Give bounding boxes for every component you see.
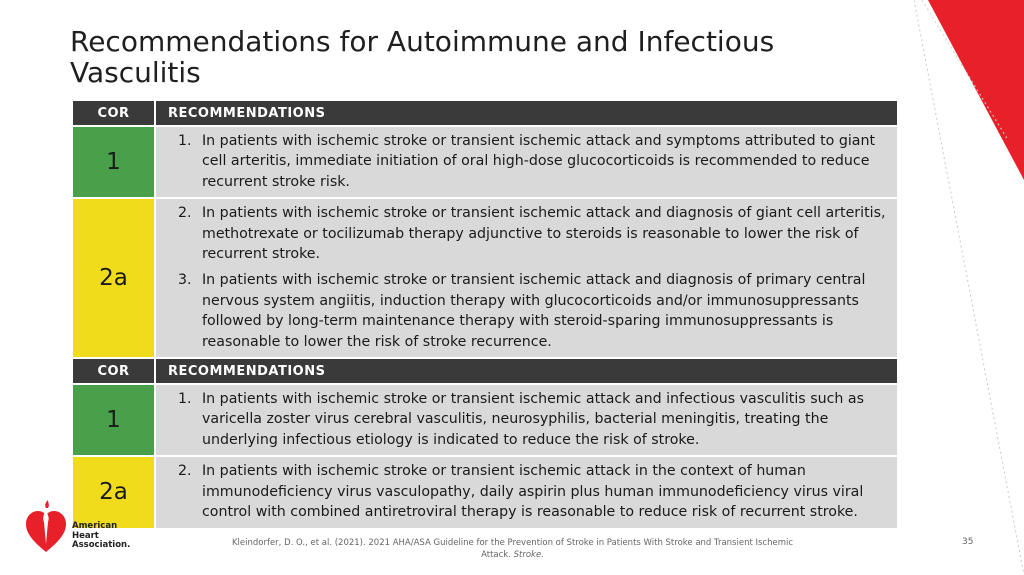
- page-title: Recommendations for Autoimmune and Infectious Vasculitis: [70, 25, 775, 89]
- cor-header: COR: [72, 100, 155, 126]
- item-text: In patients with ischemic stroke or transient ischemic attack in the context of human immunodeficiency virus vasculopathy, daily aspirin plus human immunodeficiency virus viral control with combined antiretroviral therapy is reasonable to reduce risk of recurrent stroke.: [202, 463, 864, 521]
- list-item: [178, 203, 889, 264]
- table-header: [72, 100, 898, 126]
- item-text: In patients with ischemic stroke or transient ischemic attack and infectious vasculitis such as varicella zoster virus cerebral vasculitis, neurosyphilis, bacterial meningitis, treating the underlying infectious etiology is indicated to reduce the risk of stroke.: [202, 391, 864, 448]
- cor-badge: 2a: [72, 456, 155, 528]
- table-row: [72, 126, 898, 198]
- item-text: In patients with ischemic stroke or transient ischemic attack and diagnosis of giant cell arteritis, methotrexate or tocilizumab therapy adjunctive to steroids is reasonable to lower the risk of recurrent stroke.: [202, 205, 886, 263]
- recommendation-cell: [155, 198, 898, 358]
- item-number: 2.: [178, 205, 192, 222]
- list-item: [178, 389, 889, 450]
- table-row: [72, 456, 898, 528]
- corner-red-triangle-icon: [914, 0, 1024, 575]
- list-item: [178, 461, 889, 522]
- citation-text: Kleindorfer, D. O., et al. (2021). 2021 AHA/ASA Guideline for the Prevention of Stroke in Patients With Stroke and Transient Ischemic Attack.: [231, 538, 794, 560]
- item-number: 3.: [178, 272, 192, 289]
- logo-wordmark: [72, 522, 130, 551]
- recommendations-header: RECOMMENDATIONS: [155, 100, 898, 126]
- table-row: [72, 384, 898, 456]
- recommendations-header: RECOMMENDATIONS: [155, 358, 898, 384]
- recommendation-cell: [155, 384, 898, 456]
- cor-badge: 2a: [72, 198, 155, 358]
- cor-header: COR: [72, 358, 155, 384]
- table-header: [72, 358, 898, 384]
- logo-line: American: [72, 521, 118, 531]
- citation: [220, 537, 805, 561]
- logo-line: Heart: [72, 530, 99, 541]
- list-item: [178, 270, 889, 352]
- cor-badge: 1: [72, 126, 155, 198]
- item-text: In patients with ischemic stroke or transient ischemic attack and symptoms attributed to giant cell arteritis, immediate initiation of oral high-dose glucocorticoids is recommended to reduce recurrent stroke risk.: [202, 133, 876, 190]
- cor-badge: 1: [72, 384, 155, 456]
- recommendation-cell: [155, 456, 898, 528]
- table-row: [72, 198, 898, 358]
- logo-line: Association.: [72, 540, 131, 550]
- item-number: 1.: [178, 391, 192, 408]
- item-number: 1.: [178, 133, 192, 149]
- page-number: 35: [962, 537, 974, 547]
- recommendation-cell: [155, 126, 898, 198]
- item-text: In patients with ischemic stroke or transient ischemic attack and diagnosis of primary central nervous system angiitis, induction therapy with glucocorticoids and/or immunosuppressants followed by long-term maintenance therapy with steroid-sparing immunosuppressants is reasonable to lower the risk of stroke recurrence.: [202, 272, 866, 350]
- citation-journal: Stroke.: [513, 550, 544, 560]
- list-item: [178, 131, 889, 192]
- recommendations-table: [71, 99, 899, 530]
- item-number: 2.: [178, 463, 192, 480]
